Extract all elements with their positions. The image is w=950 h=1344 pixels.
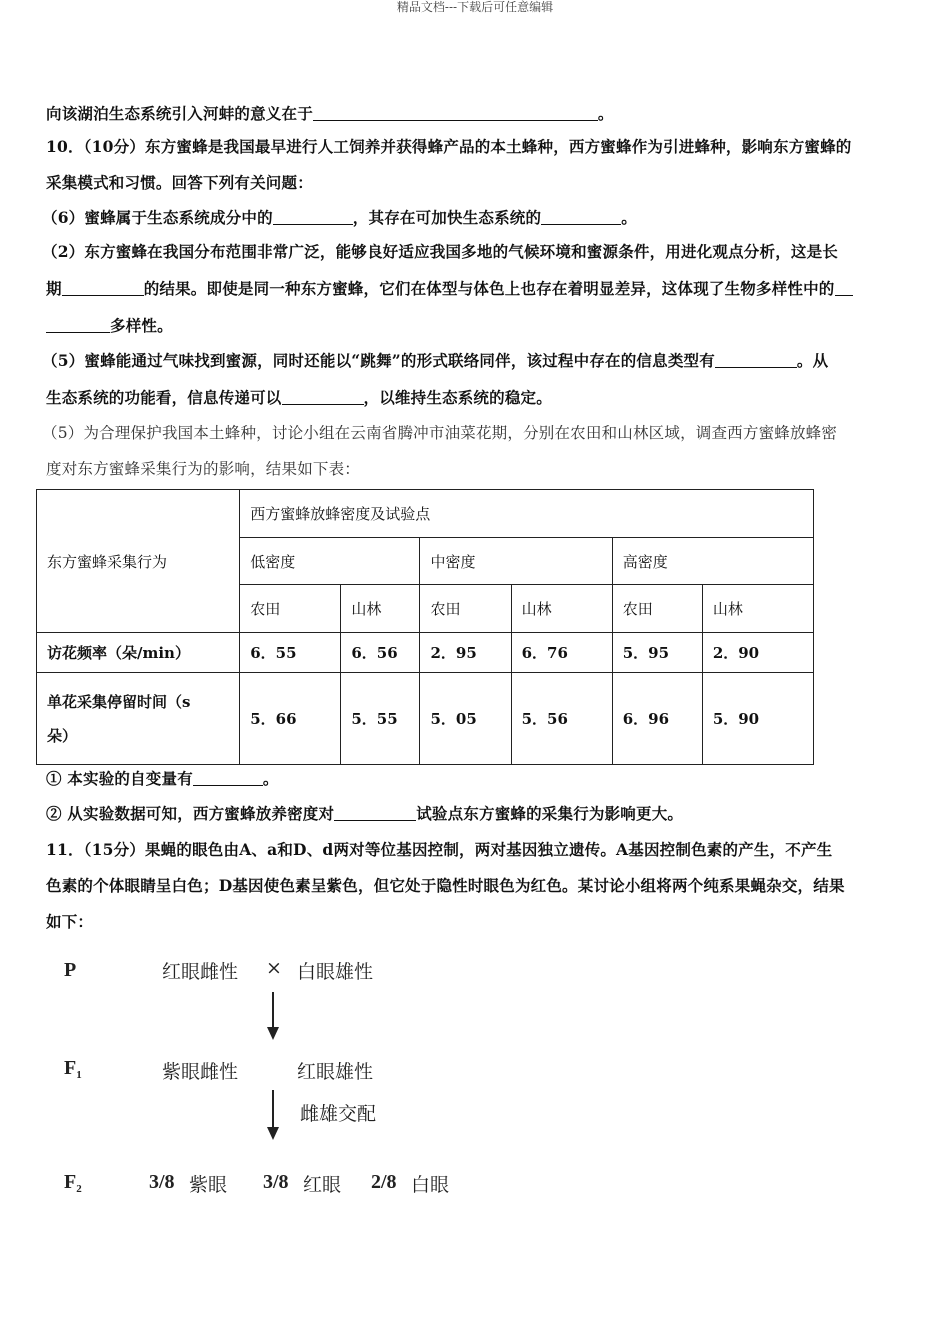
q10-sub2 [46,804,906,824]
q10-part2-line3 [46,316,906,336]
f2-pheno-white: 白眼 [411,1174,450,1196]
f1-male: 红眼雄性 [297,1061,374,1083]
q11-line2: 色素的个体眼睛呈白色；D基因使色素呈紫色，但它处于隐性时眼色为红色。某讨论小组将两个纯系果蝇杂交，结果 [46,876,845,895]
q9-end: 。 [597,104,614,123]
q10-intro-line1: 10．（10分）东方蜜蜂是我国最早进行人工饲养并获得蜂产品的本土蜂种，西方蜜蜂作为引进蜂种，影响东方蜜蜂的 [46,137,852,156]
cross-symbol: × [266,957,282,979]
q10-sub2-a: ② 从实验数据可知，西方蜜蜂放养密度对 [46,804,335,823]
answer-blank [62,281,144,296]
q10-part3-c: 生态系统的功能看，信息传递可以 [46,388,282,407]
data-cell: 6．56 [341,633,420,673]
answer-blank [193,771,263,786]
row-label-line2: 朵） [47,726,78,745]
f2-pheno-red: 红眼 [303,1174,342,1196]
answer-blank [541,210,621,225]
f1-label [64,1057,82,1081]
q10-part1-a: （6）蜜蜂属于生态系统成分中的 [42,208,273,227]
q10-part1-b: ，其存在可加快生态系统的 [352,208,542,227]
site-cell: 农田 [612,585,702,633]
q10-sub1-b: 。 [262,769,279,788]
arrow-head-icon [267,1127,279,1140]
p-label: P [64,959,77,981]
q10-part4-line2: 度对东方蜜蜂采集行为的影响，结果如下表： [46,460,361,478]
answer-blank [334,806,416,821]
answer-blank [715,353,797,368]
q10-part4-line1: （5）为合理保护我国本土蜂种，讨论小组在云南省腾冲市油菜花期，分别在农田和山林区域，调查西方蜜蜂放蜂密 [42,424,838,442]
data-cell: 5．66 [240,673,341,765]
q10-sub1-a: ① 本实验的自变量有 [46,769,193,788]
results-table [36,489,814,765]
q10-part3-b: 。从 [796,351,829,370]
f2-ratio-purple: 3/8 [149,1171,175,1193]
q10-part2-c: 多样性。 [110,316,173,335]
f2-ratio-red: 3/8 [263,1171,289,1193]
q10-part2-a: 期 [46,279,62,298]
arrow-down-icon [272,992,274,1028]
f2-ratio-white: 2/8 [371,1171,397,1193]
answer-blank [835,281,853,296]
mating-label: 雌雄交配 [300,1103,377,1125]
f1-subscript: 1 [76,1069,82,1081]
density-high: 高密度 [612,538,813,585]
data-cell: 6．76 [511,633,612,673]
f1-letter: F [64,1057,77,1079]
site-cell: 山林 [511,585,612,633]
q10-part2-line2 [46,279,906,299]
q10-part3-line1 [42,351,902,371]
answer-blank [282,390,364,405]
data-cell: 5．56 [511,673,612,765]
answer-blank [273,210,353,225]
p-female: 红眼雌性 [162,961,239,983]
q9-text: 向该湖泊生态系统引入河蚌的意义在于 [46,104,313,123]
q10-part1-c: 。 [621,208,637,227]
data-cell: 6．55 [240,633,341,673]
arrow-head-icon [267,1027,279,1040]
data-cell: 5．05 [420,673,511,765]
q10-part2-line1: （2）东方蜜蜂在我国分布范围非常广泛，能够良好适应我国多地的气候环境和蜜源条件，用进化观点分析，这是长 [42,242,838,261]
f1-female: 紫眼雌性 [162,1061,239,1083]
site-cell: 农田 [240,585,341,633]
site-cell: 山林 [702,585,813,633]
answer-blank [313,106,598,121]
group-header-cell: 西方蜜蜂放蜂密度及试验点 [240,490,814,538]
data-cell: 2．90 [702,633,813,673]
data-cell: 5．55 [341,673,420,765]
q10-part1 [42,208,902,228]
q10-sub1 [46,769,906,789]
q11-line3: 如下： [46,912,94,931]
q10-sub2-b: 试验点东方蜜蜂的采集行为影响更大。 [416,804,684,823]
q10-part3-line2 [46,388,906,408]
row-label-dwell-time [37,673,240,765]
row-header-cell: 东方蜜蜂采集行为 [37,490,240,633]
q11-line1: 11．（15分）果蝇的眼色由A、a和D、d两对等位基因控制，两对基因独立遗传。A基因控制色素的产生，不产生 [46,840,833,859]
site-cell: 农田 [420,585,511,633]
q10-part3-d: ，以维持生态系统的稳定。 [363,388,552,407]
data-cell: 5．95 [612,633,702,673]
arrow-down-icon [272,1090,274,1128]
q10-part2-b: 的结果。即使是同一种东方蜜蜂，它们在体型与体色上也存在着明显差异，这体现了生物多样性中的 [143,279,835,298]
row-label-visit-frequency: 访花频率（朵/min） [37,633,240,673]
density-mid: 中密度 [420,538,612,585]
q10-intro-line2: 采集模式和习惯。回答下列有关问题： [46,173,313,192]
f2-pheno-purple: 紫眼 [189,1174,228,1196]
q9-tail [46,104,906,124]
answer-blank [46,318,110,333]
q10-part3-a: （5）蜜蜂能通过气味找到蜜源，同时还能以“跳舞”的形式联络同伴，该过程中存在的信息类型有 [42,351,715,370]
site-cell: 山林 [341,585,420,633]
f2-letter: F [64,1171,77,1193]
f2-subscript: 2 [76,1183,82,1195]
data-cell: 2．95 [420,633,511,673]
row-label-line1: 单花采集停留时间（s [47,692,191,711]
p-male: 白眼雄性 [297,961,374,983]
page-header: 精品文档---下载后可任意编辑 [396,0,554,14]
f2-label [64,1171,82,1195]
data-cell: 6．96 [612,673,702,765]
data-cell: 5．90 [702,673,813,765]
density-low: 低密度 [240,538,420,585]
